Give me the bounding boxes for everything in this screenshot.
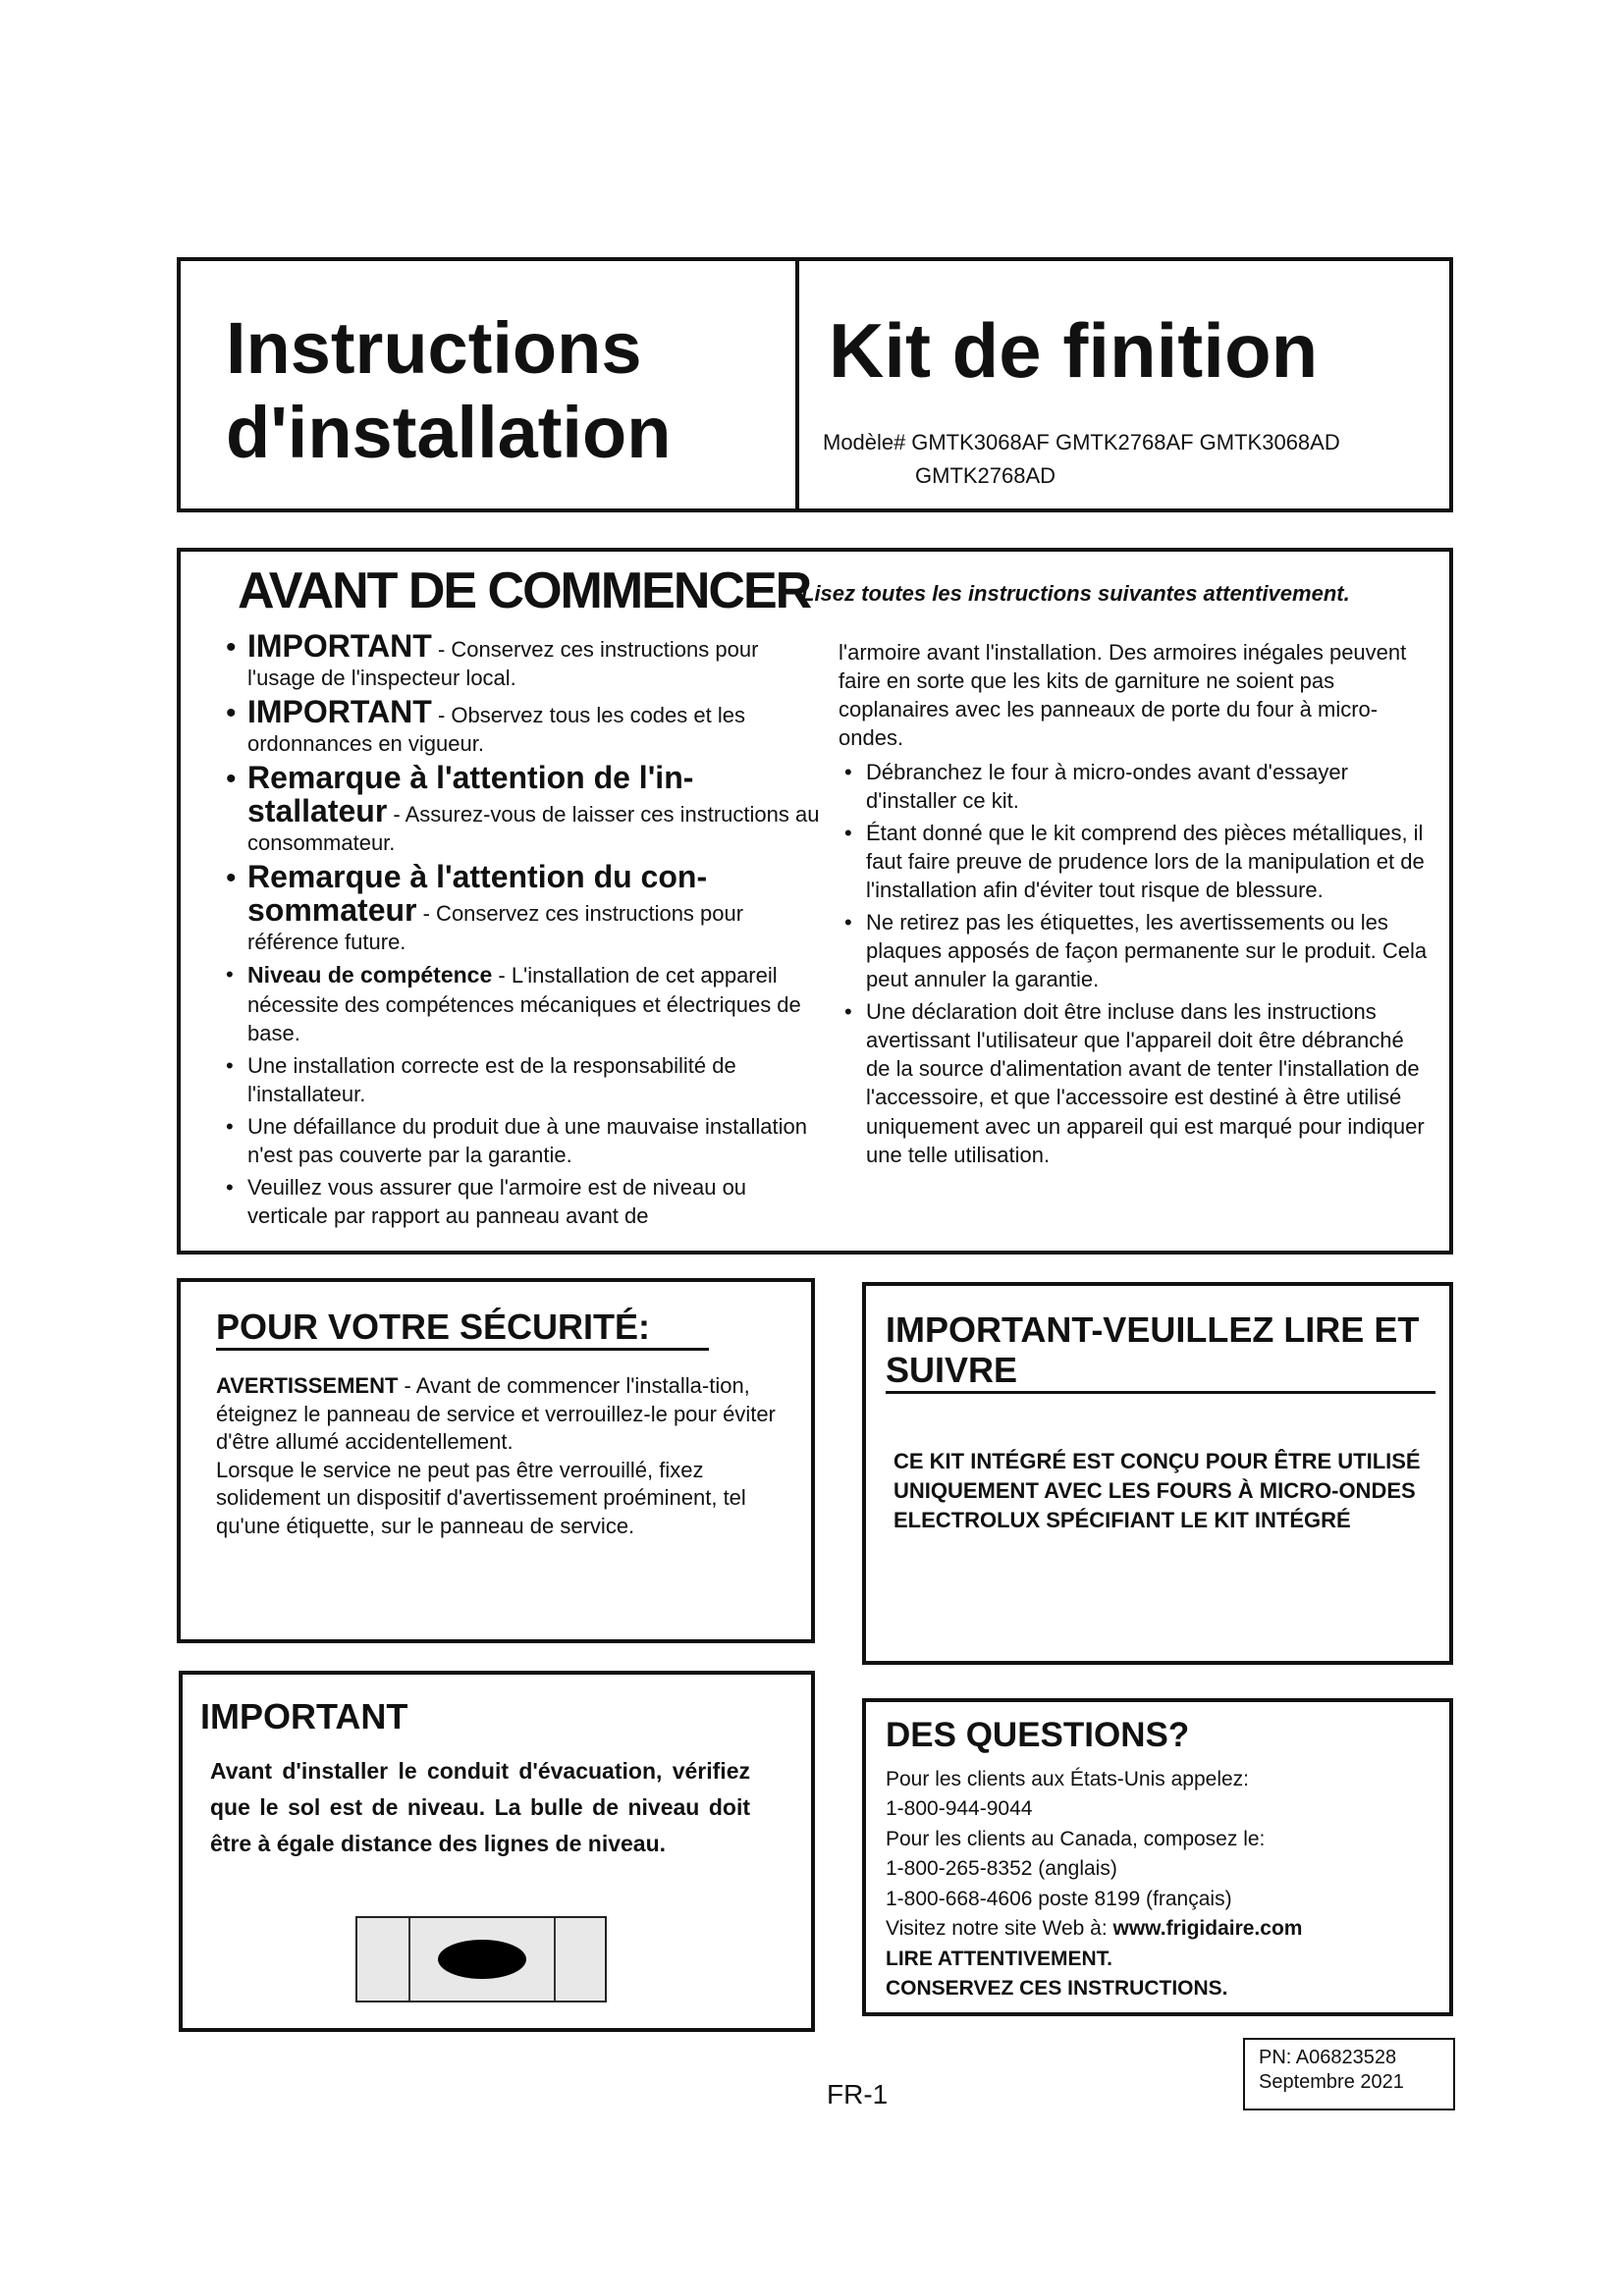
list-item [220,696,829,758]
item-text: - Conservez ces instructions pour l'usage de l'inspecteur local. [247,637,759,691]
list-item: • Veuillez vous assurer que l'armoire est de niveau ou verticale par rapport au panneau avant de [220,1173,829,1230]
spirit-level-illustration [355,1916,607,2002]
item-title: Remarque à l'attention du con-sommateur [247,859,708,929]
doc-title-line1: Instructions [226,307,642,389]
website-text: Visitez notre site Web à: [886,1917,1113,1941]
us-text: Pour les clients aux États-Unis appelez: [886,1768,1250,1790]
read-carefully: LIRE ATTENTIVEMENT. [886,1947,1112,1970]
list-item: • Débranchez le four à micro-ondes avant d'essayer d'installer ce kit. [839,758,1428,815]
list-item [220,861,829,956]
safety-text [216,1372,795,1541]
canada-text: Pour les clients au Canada, composez le: [886,1827,1266,1850]
list-item [220,630,829,692]
website-row [886,1914,1445,1944]
safety-box [177,1278,815,1643]
item-text: - Conservez ces instructions pour référence future. [247,901,744,955]
model-row [823,430,1340,455]
part-number: PN: A06823528 [1259,2047,1397,2068]
us-phone: 1-800-944-9044 [886,1797,1033,1821]
header-divider [795,261,799,508]
part-number-box [1243,2038,1455,2110]
item-title: IMPORTANT [247,694,432,730]
read-and-follow-heading: IMPORTANT-VEUILLEZ LIRE ET SUIVRE [886,1309,1435,1394]
list-item: • Une installation correcte est de la responsabilité de l'installateur. [220,1051,829,1108]
kit-title: Kit de finition [829,307,1319,394]
item-text: - L'installation de cet appareil nécessite des compétences mécaniques et électriques de base. [247,963,801,1045]
level-text: Avant d'installer le conduit d'évacuation, vérifiez que le sol est de niveau. La bulle de niveau doit être à égale distance des lignes de niveau. [210,1758,750,1856]
read-all-note: Lisez toutes les instructions suivantes attentivement. [801,581,1350,606]
left-column [220,630,829,1234]
item-title: IMPORTANT [247,628,432,664]
keep-instructions: CONSERVEZ CES INSTRUCTIONS. [886,1977,1228,2001]
doc-title-line2: d'installation [226,392,672,473]
level-bubble [438,1940,526,1979]
list-item: • Ne retirez pas les étiquettes, les avertissements ou les plaques apposés de façon permanente sur le produit. Cela peut annuler la garantie. [839,908,1428,993]
list-item [220,762,829,857]
list-item: • Une déclaration doit être incluse dans les instructions avertissant l'utilisateur que l'appareil doit être débranché de la source d'alimentation avant de tenter l'installation de l'accessoire, et que l'accessoire est destiné à être utilisé uniquement avec un appareil qui est marqué pour indiquer une telle utilisation. [839,997,1428,1168]
item-title: Niveau de compétence [247,962,493,988]
safety-heading: POUR VOTRE SÉCURITÉ: [216,1306,709,1351]
header-box [177,257,1453,512]
warning-label: AVERTISSEMENT [216,1373,399,1398]
list-item: • Étant donné que le kit comprend des pièces métalliques, il faut faire preuve de prudence lors de la manipulation et de l'installation afin d'éviter tout risque de blessure. [839,819,1428,904]
read-and-follow-box [862,1282,1453,1665]
item-text: - Assurez-vous de laisser ces instructions au consommateur. [247,802,820,856]
list-item [220,960,829,1046]
level-box [179,1671,815,2032]
models-line2: GMTK2768AD [915,463,1056,488]
warning-text-2: Lorsque le service ne peut pas être verrouillé, fixez solidement un dispositif d'avertissement proéminent, tel qu'une étiquette, sur le panneau de service. [216,1457,746,1538]
level-line-right [554,1918,556,2001]
questions-box [862,1698,1453,2016]
right-column [839,638,1428,1173]
model-label: Modèle# [823,430,906,454]
continued-text: l'armoire avant l'installation. Des armoires inégales peuvent faire en sorte que les kits de garniture ne soient pas coplanaires avec les panneaux de porte du four à micro-ondes. [839,640,1407,751]
models-line1: GMTK3068AF GMTK2768AF GMTK3068AD [911,430,1340,454]
canada-phone-french: 1-800-668-4606 poste 8199 (français) [886,1887,1232,1910]
level-heading: IMPORTANT [200,1696,408,1736]
page-number: FR-1 [827,2079,889,2109]
before-you-begin-box [177,548,1453,1255]
questions-heading: DES QUESTIONS? [886,1716,1190,1754]
canada-phone-english: 1-800-265-8352 (anglais) [886,1857,1117,1881]
item-title: Remarque à l'attention de l'in-stallateur [247,760,694,829]
publication-date: Septembre 2021 [1259,2071,1404,2093]
level-line-left [408,1918,410,2001]
read-and-follow-text: CE KIT INTÉGRÉ EST CONÇU POUR ÊTRE UTILISÉ UNIQUEMENT AVEC LES FOURS À MICRO-ONDES ELECTROLUX SPÉCIFIANT LE KIT INTÉGRÉ [893,1449,1421,1532]
before-you-begin-heading: AVANT DE COMMENCER [238,562,811,619]
warning-text: - Avant de commencer l'installa-tion, éteignez le panneau de service et verrouillez-le pour éviter d'être allumé accidentellement. [216,1373,776,1455]
list-item: • Une défaillance du produit due à une mauvaise installation n'est pas couverte par la garantie. [220,1112,829,1169]
website-link[interactable]: www.frigidaire.com [1112,1917,1303,1941]
questions-text [886,1765,1445,2004]
item-text: - Observez tous les codes et les ordonnances en vigueur. [247,703,745,757]
